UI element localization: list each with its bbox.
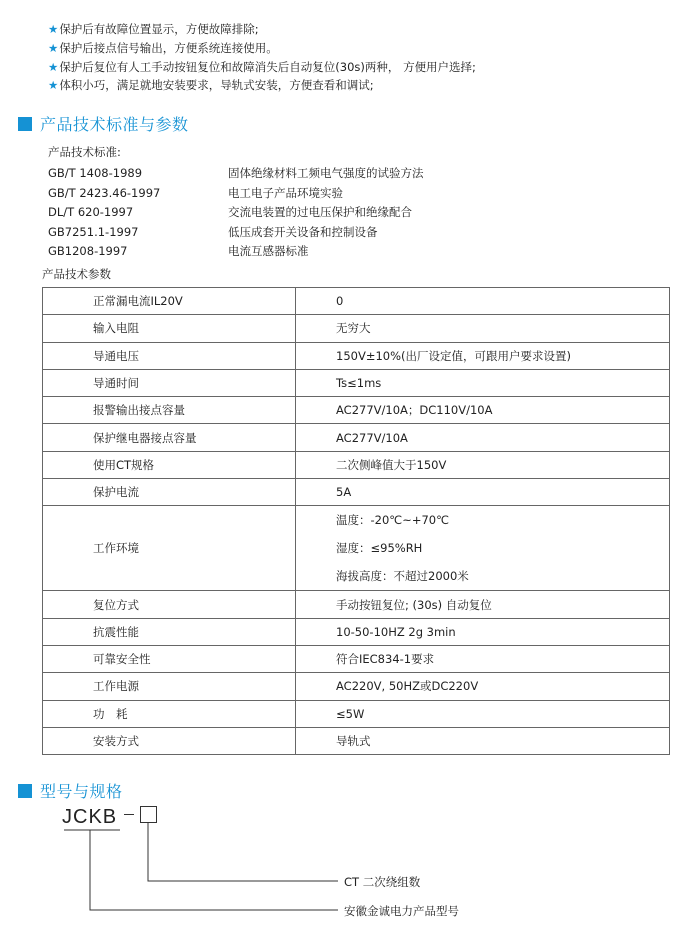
environment-cell: 温度：-20℃~+70℃ 湿度：≤95%RH 海拔高度：不超过2000米 (296, 506, 670, 591)
table-row: 使用CT规格 二次侧峰值大于150V (43, 451, 670, 478)
table-row: 导通电压 150V±10%(出厂设定值，可跟用户要求设置) (43, 342, 670, 369)
standard-row: GB/T 1408-1989 固体绝缘材料工频电气强度的试验方法 (48, 166, 424, 180)
standard-row: DL/T 620-1997 交流电装置的过电压保护和绝缘配合 (48, 205, 412, 219)
table-row: 工作电源 AC220V, 50HZ或DC220V (43, 673, 670, 700)
section-heading-model: 型号与规格 (18, 779, 123, 802)
table-row: 报警输出接点容量 AC277V/10A；DC110V/10A (43, 397, 670, 424)
table-row: 保护电流 5A (43, 479, 670, 506)
table-row: 可靠安全性 符合IEC834-1要求 (43, 645, 670, 672)
feature-item: ★保护后复位有人工手动按钮复位和故障消失后自动复位(30s)两种， 方便用户选择; (48, 59, 476, 74)
feature-item: ★保护后有故障位置显示，方便故障排除; (48, 22, 259, 36)
feature-item: ★保护后接点信号输出，方便系统连接使用。 (48, 40, 278, 55)
section-heading-standards: 产品技术标准与参数 (18, 112, 189, 135)
table-row: 工作环境 温度：-20℃~+70℃ 湿度：≤95%RH 海拔高度：不超过2000米 (43, 506, 670, 591)
star-icon: ★ (48, 22, 59, 36)
feature-item: ★体积小巧，满足就地安装要求，导轨式安装，方便查看和调试; (48, 78, 374, 93)
star-icon: ★ (48, 59, 59, 74)
annotation-ct-windings: CT 二次绕组数 (344, 875, 421, 889)
standard-row: GB/T 2423.46-1997 电工电子产品环境实验 (48, 185, 343, 200)
annotation-product-model: 安徽金诚电力产品型号 (344, 904, 459, 918)
model-code: JCKB (62, 806, 118, 828)
params-title: 产品技术参数 (42, 267, 111, 281)
standard-row: GB1208-1997 电流互感器标准 (48, 244, 309, 258)
table-row: 复位方式 手动按钮复位; (30s) 自动复位 (43, 591, 670, 618)
table-row: 抗震性能 10-50-10HZ 2g 3min (43, 618, 670, 645)
table-row: 功 耗 ≤5W (43, 700, 670, 727)
standards-intro: 产品技术标准: (48, 145, 121, 159)
table-row: 输入电阻 无穷大 (43, 315, 670, 342)
table-row: 导通时间 Ts≤1ms (43, 369, 670, 396)
standard-row: GB7251.1-1997 低压成套开关设备和控制设备 (48, 224, 378, 239)
star-icon: ★ (48, 78, 59, 93)
table-row: 安装方式 导轨式 (43, 727, 670, 754)
table-row: 保护继电器接点容量 AC277V/10A (43, 424, 670, 451)
table-row: 正常漏电流IL20V 0 (43, 288, 670, 315)
star-icon: ★ (48, 40, 59, 55)
